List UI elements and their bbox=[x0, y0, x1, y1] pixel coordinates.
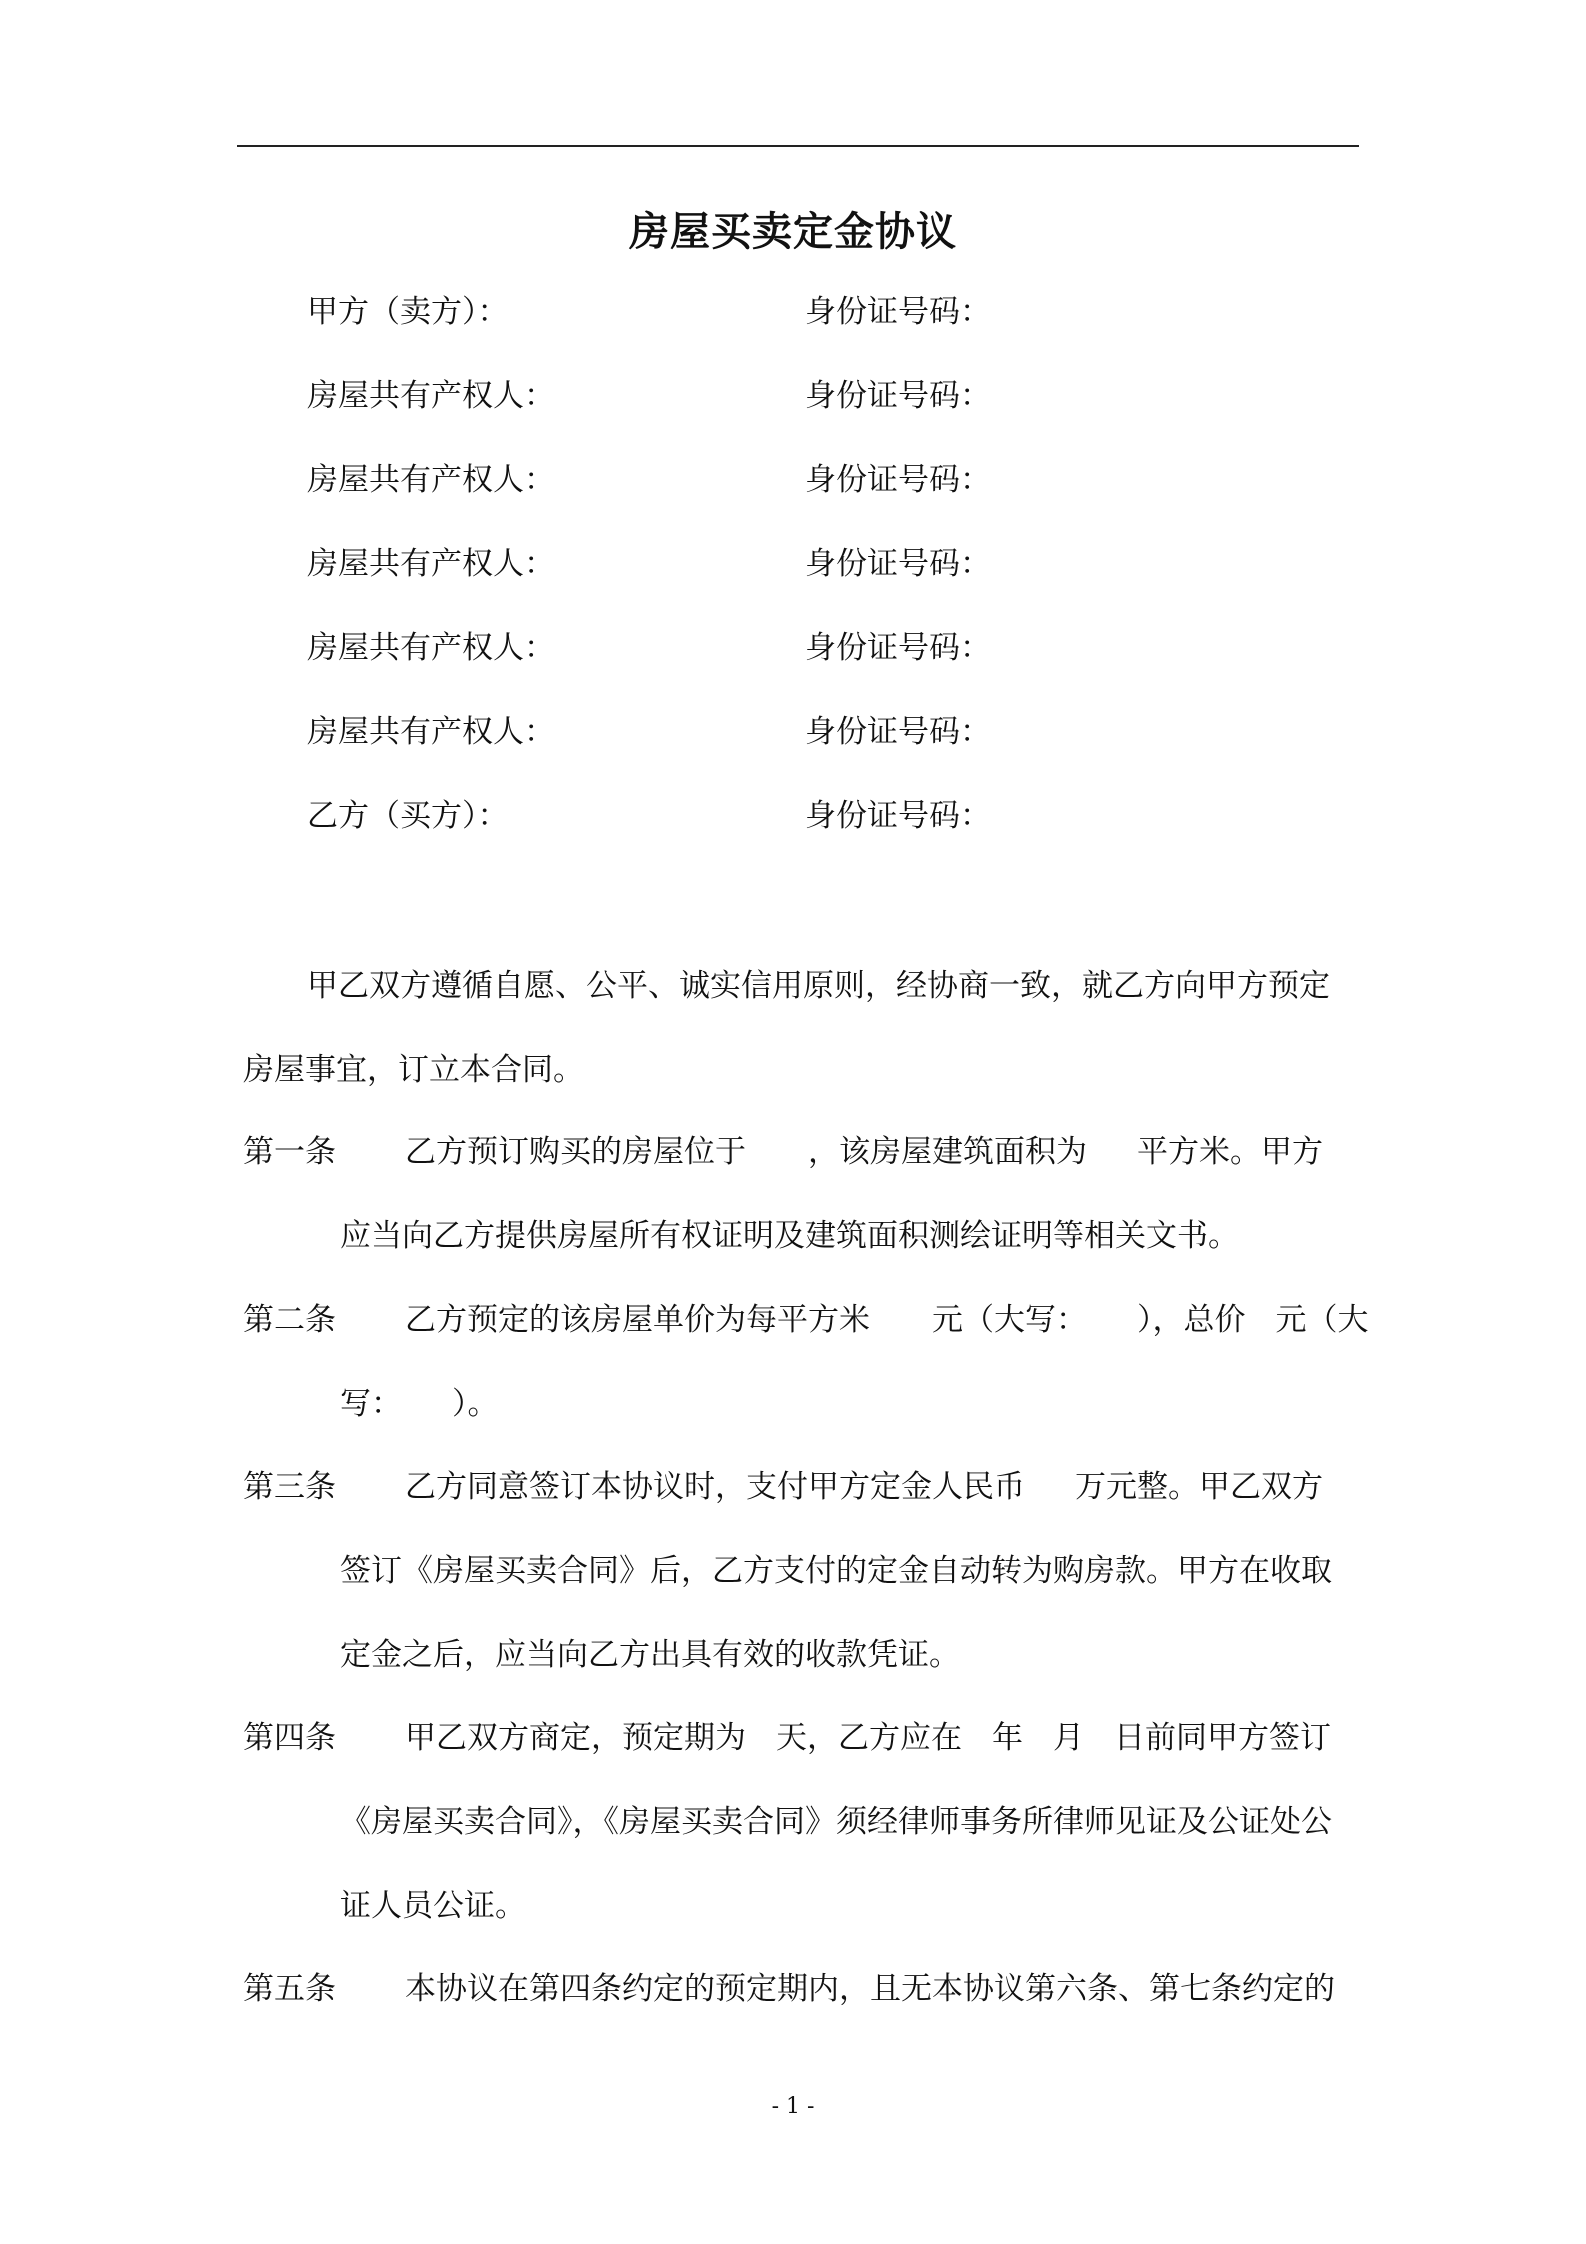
text-segment: 年 bbox=[992, 1720, 1023, 1756]
party-label: 乙方（买方）： bbox=[307, 798, 509, 834]
article-4-line-3: 证人员公证。 bbox=[340, 1888, 526, 1924]
article-3-line-2: 签订《房屋买卖合同》后，乙方支付的定金自动转为购房款。甲方在收取 bbox=[340, 1553, 1332, 1589]
preamble-line-1: 甲乙双方遵循自愿、公平、诚实信用原则，经协商一致，就乙方向甲方预定 bbox=[307, 968, 1330, 1004]
id-number-label: 身份证号码： bbox=[805, 546, 991, 582]
party-label: 房屋共有产权人： bbox=[307, 714, 555, 750]
party-label: 房屋共有产权人： bbox=[307, 462, 555, 498]
article-4-line-1 bbox=[405, 1718, 1331, 1758]
article-1-line-1 bbox=[405, 1132, 1323, 1172]
text-segment: 平方米。甲方 bbox=[1137, 1134, 1323, 1170]
id-number-label: 身份证号码： bbox=[805, 798, 991, 834]
article-3-line-1 bbox=[405, 1467, 1323, 1507]
text-segment: ），总价 bbox=[1137, 1302, 1246, 1338]
id-number-label: 身份证号码： bbox=[805, 630, 991, 666]
text-segment: 乙方同意签订本协议时，支付甲方定金人民币 bbox=[405, 1469, 1025, 1505]
page-number: - 1 - bbox=[771, 2094, 815, 2119]
text-segment: 天，乙方应在 bbox=[776, 1720, 962, 1756]
text-segment: 万元整。甲乙双方 bbox=[1075, 1469, 1323, 1505]
article-3-label: 第三条 bbox=[243, 1469, 336, 1505]
text-segment: 乙方预定的该房屋单价为每平方米 bbox=[405, 1302, 870, 1338]
party-label: 房屋共有产权人： bbox=[307, 630, 555, 666]
id-number-label: 身份证号码： bbox=[805, 294, 991, 330]
id-number-label: 身份证号码： bbox=[805, 714, 991, 750]
id-number-label: 身份证号码： bbox=[805, 462, 991, 498]
article-4-line-2: 《房屋买卖合同》，《房屋买卖合同》须经律师事务所律师见证及公证处公 bbox=[340, 1804, 1332, 1840]
text-segment: 日前同甲方签订 bbox=[1114, 1720, 1331, 1756]
text-segment: 乙方预订购买的房屋位于 bbox=[405, 1134, 746, 1170]
article-1-label: 第一条 bbox=[243, 1134, 336, 1170]
text-segment: ，该房屋建筑面积为 bbox=[808, 1134, 1087, 1170]
text-segment: 写： bbox=[340, 1386, 402, 1422]
text-segment: ）。 bbox=[452, 1386, 499, 1422]
article-4-label: 第四条 bbox=[243, 1720, 336, 1756]
text-segment: 元（大写： bbox=[932, 1302, 1087, 1338]
party-label: 房屋共有产权人： bbox=[307, 546, 555, 582]
party-label: 房屋共有产权人： bbox=[307, 378, 555, 414]
party-label: 甲方（卖方）： bbox=[307, 294, 509, 330]
header-rule bbox=[237, 145, 1359, 147]
article-5-label: 第五条 bbox=[243, 1971, 336, 2007]
article-2-label: 第二条 bbox=[243, 1302, 336, 1338]
article-2-line-2 bbox=[340, 1384, 499, 1424]
document-title: 房屋买卖定金协议 bbox=[629, 209, 957, 255]
text-segment: 甲乙双方商定，预定期为 bbox=[405, 1720, 746, 1756]
text-segment: 元（大 bbox=[1275, 1302, 1369, 1338]
article-1-line-2: 应当向乙方提供房屋所有权证明及建筑面积测绘证明等相关文书。 bbox=[340, 1218, 1239, 1254]
text-segment: 月 bbox=[1053, 1720, 1084, 1756]
article-5-line-1: 本协议在第四条约定的预定期内，且无本协议第六条、第七条约定的 bbox=[405, 1971, 1335, 2007]
preamble-line-2: 房屋事宜，订立本合同。 bbox=[243, 1052, 584, 1088]
article-3-line-3: 定金之后，应当向乙方出具有效的收款凭证。 bbox=[340, 1637, 960, 1673]
article-2-line-1 bbox=[405, 1300, 1369, 1340]
id-number-label: 身份证号码： bbox=[805, 378, 991, 414]
